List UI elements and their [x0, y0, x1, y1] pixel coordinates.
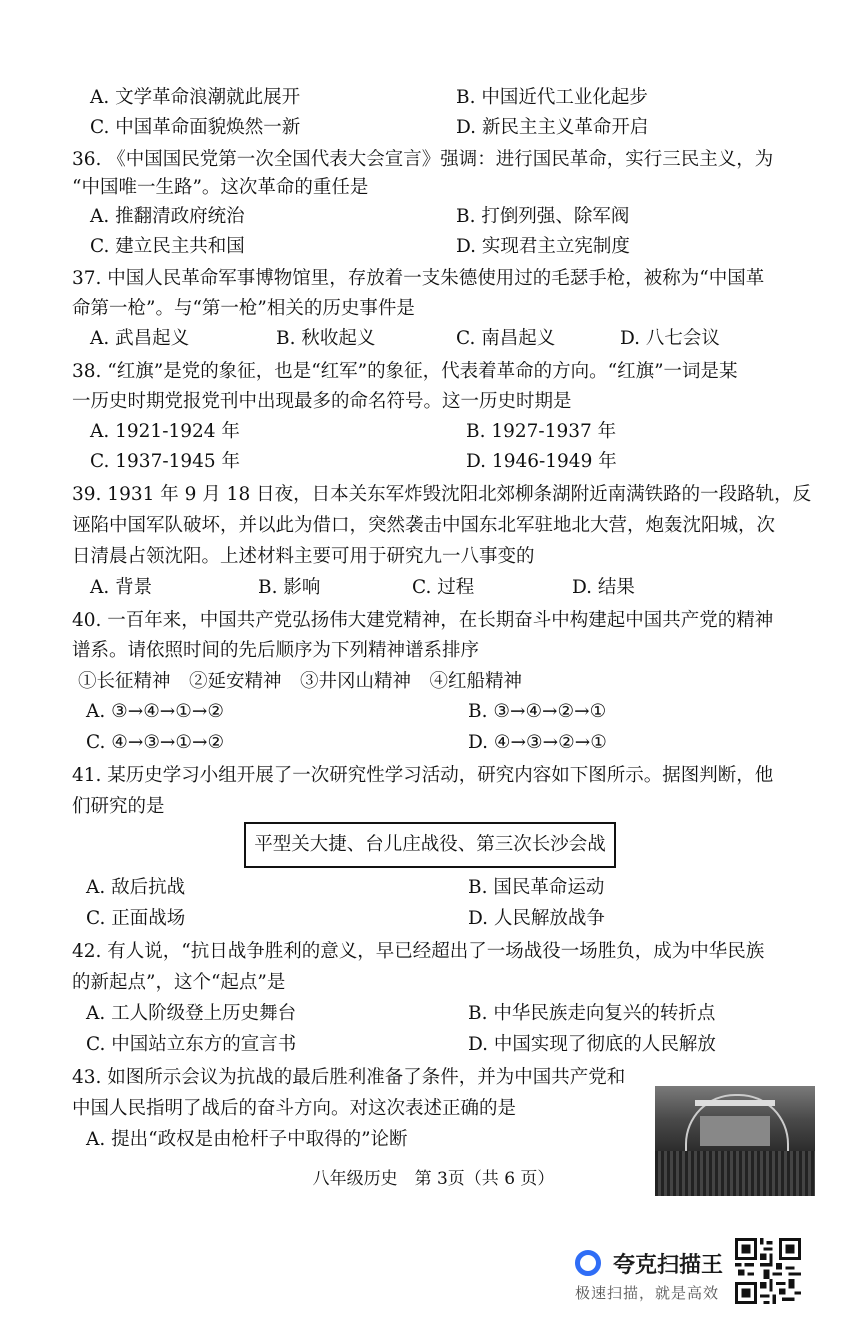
scanner-slogan: 极速扫描，就是高效: [575, 1284, 720, 1302]
q37-stem-line2: 命第一枪”。与“第一枪”相关的历史事件是: [72, 298, 415, 319]
q39-stem-line1: 39. 1931 年 9 月 18 日夜，日本关东军炸毁沈阳北郊柳条湖附近南满铁路的一段路轨，反: [72, 484, 812, 505]
q37-option-a: A. 武昌起义: [90, 328, 190, 349]
q41-stem-line1: 41. 某历史学习小组开展了一次研究性学习活动，研究内容如下图所示。据图判断，他: [72, 765, 774, 786]
q41-option-b: B. 国民革命运动: [468, 877, 605, 898]
q41-stem-line2: 们研究的是: [72, 796, 165, 817]
q40-option-a: A. ③→④→①→②: [86, 701, 224, 722]
q38-option-c: C. 1937-1945 年: [90, 451, 241, 472]
scanner-brand-name: 夸克扫描王: [613, 1253, 724, 1278]
q38-option-d: D. 1946-1949 年: [466, 451, 617, 472]
q38-option-b: B. 1927-1937 年: [466, 421, 617, 442]
q40-stem-line1: 40. 一百年来，中国共产党弘扬伟大建党精神，在长期奋斗中构建起中国共产党的精神: [72, 610, 774, 631]
q38-stem-line2: 一历史时期党报党刊中出现最多的命名符号。这一历史时期是: [72, 391, 572, 412]
q42-stem-line2: 的新起点”，这个“起点”是: [72, 972, 286, 993]
q40-option-d: D. ④→③→②→①: [468, 732, 607, 753]
q36-option-c: C. 建立民主共和国: [90, 236, 245, 257]
q35-option-a: A. 文学革命浪潮就此展开: [90, 87, 301, 108]
photo-stage: [700, 1116, 770, 1146]
q36-option-a: A. 推翻清政府统治: [90, 206, 245, 227]
photo-banner: [695, 1100, 775, 1106]
q39-stem-line3: 日清晨占领沈阳。上述材料主要可用于研究九一八事变的: [72, 546, 535, 567]
q41-option-d: D. 人民解放战争: [468, 908, 605, 929]
q36-stem-line2: “中国唯一生路”。这次革命的重任是: [72, 177, 369, 198]
q37-option-b: B. 秋收起义: [276, 328, 376, 349]
q39-option-b: B. 影响: [258, 577, 321, 598]
q42-stem-line1: 42. 有人说，“抗日战争胜利的意义，早已经超出了一场战役一场胜负，成为中华民族: [72, 941, 765, 962]
q38-option-a: A. 1921-1924 年: [90, 421, 240, 442]
q41-option-a: A. 敌后抗战: [86, 877, 186, 898]
q36-stem-line1: 36. 《中国国民党第一次全国代表大会宣言》强调：进行国民革命，实行三民主义，为: [72, 149, 774, 170]
q43-stem-line1: 43. 如图所示会议为抗战的最后胜利准备了条件，并为中国共产党和: [72, 1067, 626, 1088]
q42-option-a: A. 工人阶级登上历史舞台: [86, 1003, 297, 1024]
q35-option-b: B. 中国近代工业化起步: [456, 87, 648, 108]
q40-option-c: C. ④→③→①→②: [86, 732, 225, 753]
q41-topic-box: 平型关大捷、台儿庄战役、第三次长沙会战: [244, 822, 616, 868]
q36-option-d: D. 实现君主立宪制度: [456, 236, 630, 257]
qr-code-icon: [735, 1238, 801, 1304]
q43-option-a: A. 提出“政权是由枪杆子中取得的”论断: [86, 1129, 408, 1150]
q41-option-c: C. 正面战场: [86, 908, 186, 929]
q35-option-d: D. 新民主主义革命开启: [456, 117, 649, 138]
q42-option-d: D. 中国实现了彻底的人民解放: [468, 1034, 716, 1055]
q39-stem-line2: 诬陷中国军队破坏，并以此为借口，突然袭击中国东北军驻地北大营，炮轰沈阳城，次: [72, 515, 776, 536]
q38-stem-line1: 38. “红旗”是党的象征，也是“红军”的象征，代表着革命的方向。“红旗”一词是某: [72, 361, 738, 382]
q39-option-d: D. 结果: [572, 577, 635, 598]
q42-option-b: B. 中华民族走向复兴的转折点: [468, 1003, 716, 1024]
q39-option-a: A. 背景: [90, 577, 153, 598]
scanner-logo-icon: [575, 1250, 601, 1276]
q39-option-c: C. 过程: [412, 577, 475, 598]
q37-option-c: C. 南昌起义: [456, 328, 556, 349]
q43-stem-line2: 中国人民指明了战后的奋斗方向。对这次表述正确的是: [72, 1098, 517, 1119]
q37-option-d: D. 八七会议: [620, 328, 720, 349]
q35-option-c: C. 中国革命面貌焕然一新: [90, 117, 301, 138]
scanner-watermark: [575, 1242, 735, 1302]
q40-stem-line2: 谱系。请依照时间的先后顺序为下列精神谱系排序: [72, 640, 480, 661]
q37-stem-line1: 37. 中国人民革命军事博物馆里，存放着一支朱德使用过的毛瑟手枪，被称为“中国革: [72, 268, 765, 289]
q40-items: ①长征精神 ②延安精神 ③井冈山精神 ④红船精神: [78, 671, 523, 692]
q42-option-c: C. 中国站立东方的宣言书: [86, 1034, 297, 1055]
page-footer: 八年级历史 第 3页（共 6 页）: [312, 1169, 555, 1189]
q36-option-b: B. 打倒列强、除军阀: [456, 206, 630, 227]
q40-option-b: B. ③→④→②→①: [468, 701, 607, 722]
